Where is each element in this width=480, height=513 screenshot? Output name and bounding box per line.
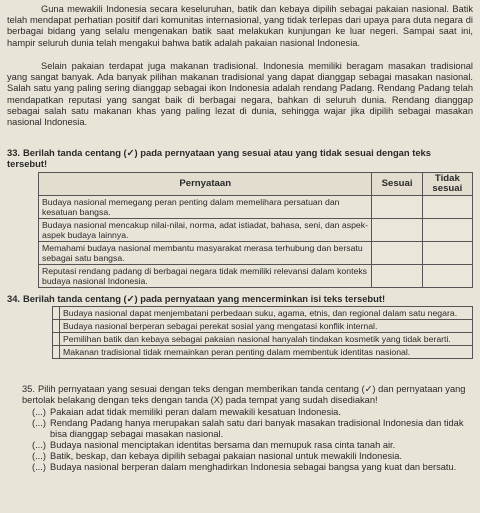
table-row xyxy=(53,346,473,359)
intro-text-2 xyxy=(7,61,473,128)
checkbox[interactable] xyxy=(53,307,60,320)
question-33-number: 33. xyxy=(7,147,21,158)
intro-text xyxy=(7,4,473,49)
table-row xyxy=(39,196,473,219)
tidak-sesuai-checkbox[interactable] xyxy=(422,219,472,242)
question-35-options xyxy=(32,407,472,473)
tidak-sesuai-checkbox[interactable] xyxy=(422,242,472,265)
answer-mark[interactable]: (...) xyxy=(32,462,46,472)
header-statement: Pernyataan xyxy=(39,173,372,196)
checkbox[interactable] xyxy=(53,333,60,346)
question-33 xyxy=(7,147,473,169)
list-item xyxy=(32,440,472,451)
checkbox[interactable] xyxy=(53,320,60,333)
header-tidak-sesuai: Tidak sesuai xyxy=(422,173,472,196)
question-34-text: Berilah tanda centang (✓) pada pernyataan yang mencerminkan isi teks tersebut! xyxy=(23,293,386,304)
table-row xyxy=(39,265,473,288)
question-35 xyxy=(22,384,472,406)
statement-cell: Budaya nasional dapat menjembatani perbedaan suku, agama, etnis, dan regional dalam satu negara. xyxy=(60,307,473,320)
table-row xyxy=(53,307,473,320)
statement-cell: Makanan tradisional tidak memainkan peran penting dalam membentuk identitas nasional. xyxy=(60,346,473,359)
option-text: Budaya nasional berperan dalam menghadirkan Indonesia sebagai bangsa yang kuat dan bersatu. xyxy=(50,462,457,472)
statement-cell: Memahami budaya nasional membantu masyarakat merasa terhubung dan bersatu sebagai satu bangsa. xyxy=(39,242,372,265)
list-item xyxy=(32,418,472,440)
statement-cell: Reputasi rendang padang di berbagai negara tidak memiliki relevansi dalam konteks budaya nasional Indonesia. xyxy=(39,265,372,288)
table-row xyxy=(53,320,473,333)
statement-cell: Budaya nasional memegang peran penting dalam memelihara persatuan dan kesatuan bangsa. xyxy=(39,196,372,219)
sesuai-checkbox[interactable] xyxy=(372,242,422,265)
tidak-sesuai-checkbox[interactable] xyxy=(422,196,472,219)
answer-mark[interactable]: (...) xyxy=(32,407,46,417)
sesuai-checkbox[interactable] xyxy=(372,219,422,242)
question-33-text: Berilah tanda centang (✓) pada pernyataan yang sesuai atau yang tidak sesuai dengan teks tersebut! xyxy=(7,147,431,169)
sesuai-checkbox[interactable] xyxy=(372,196,422,219)
option-text: Pakaian adat tidak memiliki peran dalam mewakili kesatuan Indonesia. xyxy=(50,407,341,417)
statement-cell: Budaya nasional mencakup nilai-nilai, norma, adat istiadat, bahasa, seni, dan aspek-aspek budaya lainnya. xyxy=(39,219,372,242)
option-text: Rendang Padang hanya merupakan salah satu dari banyak masakan tradisional Indonesia dan tidak bisa dianggap sebagai masakan nasional. xyxy=(50,418,464,439)
option-text: Budaya nasional menciptakan identitas bersama dan memupuk rasa cinta tanah air. xyxy=(50,440,396,450)
checkbox[interactable] xyxy=(53,346,60,359)
answer-mark[interactable]: (...) xyxy=(32,440,46,450)
list-item xyxy=(32,451,472,462)
question-35-text: Pilih pernyataan yang sesuai dengan teks dengan memberikan tanda centang (✓) dan pernyataan yang bertolak belakang dengan teks dengan tanda (X) pada tempat yang sudah disediakan! xyxy=(22,384,466,405)
header-sesuai: Sesuai xyxy=(372,173,422,196)
table-row xyxy=(39,242,473,265)
table-header-row xyxy=(39,173,473,196)
table-row xyxy=(53,333,473,346)
question-34-table xyxy=(52,306,473,359)
question-34-number: 34. xyxy=(7,293,21,304)
question-34 xyxy=(7,293,473,304)
sesuai-checkbox[interactable] xyxy=(372,265,422,288)
question-33-table xyxy=(38,172,473,288)
statement-cell: Budaya nasional berperan sebagai perekat sosial yang mengatasi konflik internal. xyxy=(60,320,473,333)
question-35-number: 35. xyxy=(22,384,35,394)
option-text: Batik, beskap, dan kebaya dipilih sebagai pakaian nasional untuk mewakili Indonesia. xyxy=(50,451,402,461)
answer-mark[interactable]: (...) xyxy=(32,451,46,461)
list-item xyxy=(32,407,472,418)
intro-paragraph-2: Selain pakaian terdapat juga makanan tradisional. Indonesia memiliki beragam masakan tradisional yang sangat banyak. Ada banyak pilihan makanan tradisional yang dapat dianggap sebagai masakan nasional. Salah satu yang paling sering dianggap sebagai ikon Indonesia adalah rendang Padang. Rendang Padang telah mendapatkan reputasi yang sangat baik di berbagai negara, bahkan di seluruh dunia. Rendang dianggap sebagai salah satu makanan khas yang paling lezat di dunia, sehingga wajar jika dipilih sebagai masakan nasional Indonesia. xyxy=(7,61,473,128)
table-row xyxy=(39,219,473,242)
intro-paragraph-1: Guna mewakili Indonesia secara keseluruhan, batik dan kebaya dipilih sebagai pakaian nasional. Batik telah mendapat perhatian positif dari komunitas internasional, yang tidak terlepas dari upaya para duta negara di berbagai bidang yang selalu mengenakan batik saat melakukan kunjungan ke luar negeri. Sampai saat ini, hampir seluruh dunia telah mengakui bahwa batik adalah pakaian nasional Indonesia. xyxy=(7,4,473,48)
tidak-sesuai-checkbox[interactable] xyxy=(422,265,472,288)
answer-mark[interactable]: (...) xyxy=(32,418,46,428)
statement-cell: Pemilihan batik dan kebaya sebagai pakaian nasional hanyalah tindakan kosmetik yang tidak berarti. xyxy=(60,333,473,346)
list-item xyxy=(32,462,472,473)
